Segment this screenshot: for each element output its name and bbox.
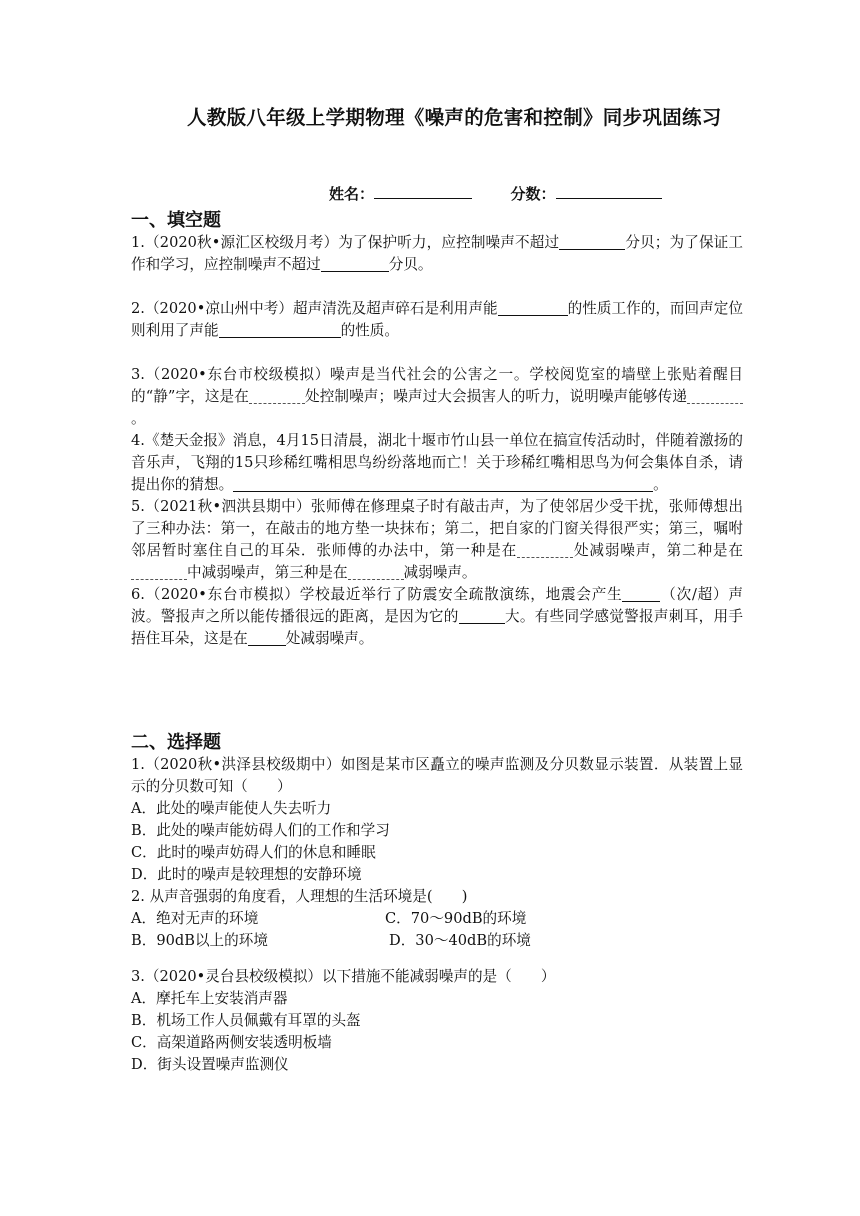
question-text: 3.（2020•东台市校级模拟）噪声是当代社会的公害之一。学校阅览室的墙壁上张贴着醒目的“静”字，这是在: [131, 366, 743, 405]
section-heading-multiple-choice: 二、选择题: [131, 732, 221, 753]
answer-blank[interactable]: [233, 476, 653, 492]
answer-blank[interactable]: [498, 300, 568, 316]
question-text: 5.（2021秋•泗洪县期中）张师傅在修理桌子时有敲击声，为了使邻居少受干扰，张师傅想出了三种办法：第一，在敲击的地方垫一块抹布；第二，把自家的门窗关得很严实；第三，嘱咐邻居暂时塞住自己的耳朵．张师傅的办法中，第一种是在: [131, 498, 743, 559]
question-text: 的性质。: [340, 322, 399, 339]
answer-blank[interactable]: [219, 322, 341, 338]
answer-blank[interactable]: [321, 256, 389, 272]
answer-blank[interactable]: [249, 388, 305, 404]
section-heading-fill-blank: 一、填空题: [131, 210, 221, 231]
document-title: 人教版八年级上学期物理《噪声的危害和控制》同步巩固练习: [187, 106, 722, 129]
question-text: 4.《楚天金报》消息，4月15日清晨，湖北十堰市竹山县一单位在搞宣传活动时，伴随着激扬的音乐声，飞翔的15只珍稀红嘴相思鸟纷纷落地而亡！关于珍稀红嘴相思鸟为何会集体自杀，请提出你的猜想。: [131, 432, 743, 493]
mc-option-row: [131, 908, 743, 930]
answer-blank[interactable]: [687, 388, 743, 404]
question-text: 处减弱噪声，第二种是在: [573, 542, 743, 559]
mc-question-2-stem: 2. 从声音强弱的角度看，人理想的生活环境是( ): [131, 888, 468, 905]
question-text: 大。有些同学感觉警报声刺耳，用手捂住耳朵，这是在: [131, 608, 743, 647]
mc-option[interactable]: C．此时的噪声妨碍人们的休息和睡眠: [131, 844, 376, 861]
question-4: [131, 430, 743, 496]
question-text: 中减弱噪声，第三种是在: [187, 564, 348, 581]
answer-blank[interactable]: [622, 586, 660, 602]
mc-option[interactable]: D．此时的噪声是较理想的安静环境: [131, 866, 362, 883]
question-text: 处控制噪声；噪声过大会损害人的听力，说明噪声能够传递: [304, 388, 687, 405]
answer-blank[interactable]: [248, 630, 286, 646]
mc-option[interactable]: D．街头设置噪声监测仪: [131, 1056, 289, 1073]
answer-blank[interactable]: [459, 608, 505, 624]
question-6: [131, 584, 743, 650]
answer-blank[interactable]: [348, 564, 404, 580]
question-5: [131, 496, 743, 584]
score-blank[interactable]: [556, 184, 662, 199]
mc-option[interactable]: C．70～90dB的环境: [385, 910, 527, 927]
question-text: 。: [131, 410, 146, 427]
question-3: [131, 364, 743, 430]
score-label: 分数：: [510, 185, 556, 203]
question-text: 分贝。: [388, 256, 433, 273]
mc-option[interactable]: B．90dB以上的环境: [131, 932, 268, 949]
question-text: 2.（2020•凉山州中考）超声清洗及超声碎石是利用声能: [131, 300, 498, 317]
mc-option-row: [131, 930, 743, 952]
answer-blank[interactable]: [559, 234, 625, 250]
question-2: [131, 298, 743, 342]
multiple-choice-questions: [131, 754, 743, 1076]
name-blank[interactable]: [374, 184, 472, 199]
mc-option[interactable]: D．30～40dB的环境: [389, 932, 531, 949]
question-text: 减弱噪声。: [403, 564, 477, 581]
mc-option[interactable]: A．此处的噪声能使人失去听力: [131, 800, 332, 817]
question-text: 的性质工作的，而回声定位则利用了声能: [131, 300, 743, 339]
mc-option[interactable]: A．摩托车上安装消声器: [131, 990, 288, 1007]
mc-option[interactable]: C．高架道路两侧安装透明板墙: [131, 1034, 332, 1051]
question-text: 1.（2020秋•源汇区校级月考）为了保护听力，应控制噪声不超过: [131, 234, 560, 251]
mc-question-1-stem: 1.（2020秋•洪泽县校级期中）如图是某市区矗立的噪声监测及分贝数显示装置．从装置上显示的分贝数可知（ ）: [131, 756, 743, 795]
answer-blank[interactable]: [517, 542, 573, 558]
question-text: 处减弱噪声。: [285, 630, 374, 647]
answer-blank[interactable]: [131, 564, 187, 580]
fill-blank-questions: [131, 232, 743, 650]
question-text: （次/超）声波。警报声之所以能传播很远的距离，是因为它的: [131, 586, 743, 625]
name-label: 姓名：: [329, 185, 375, 203]
question-text: 分贝；为了保证工作和学习，应控制噪声不超过: [131, 234, 743, 273]
name-score-bar: [329, 183, 662, 204]
question-text: 。: [653, 476, 668, 493]
mc-option[interactable]: B．此处的噪声能妨碍人们的工作和学习: [131, 822, 390, 839]
question-1: [131, 232, 743, 276]
mc-option[interactable]: B．机场工作人员佩戴有耳罩的头盔: [131, 1012, 361, 1029]
question-text: 6.（2020•东台市模拟）学校最近举行了防震安全疏散演练，地震会产生: [131, 586, 623, 603]
mc-option[interactable]: A．绝对无声的环境: [131, 910, 259, 927]
mc-question-3-stem: 3.（2020•灵台县校级模拟）以下措施不能减弱噪声的是（ ）: [131, 968, 556, 985]
